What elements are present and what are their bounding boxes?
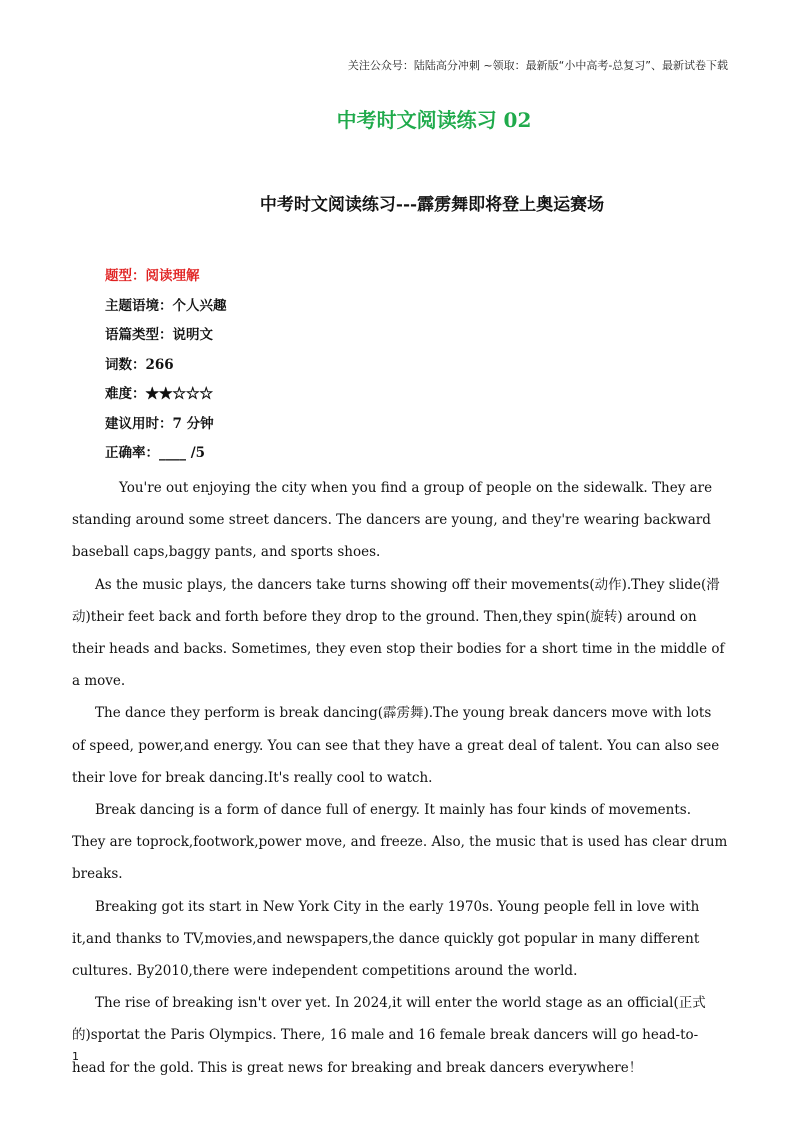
header-note: 关注公众号：陆陆高分冲刺 ~领取：最新版“小中高考-总复习”、最新试卷下载 [347, 59, 728, 72]
passage-paragraph-3: The dance they perform is break dancing(霹雳舞).The young break dancers move with lots of speed, power,and energy. You can see that they have a great deal of talent. You can also see their love for break dancing.It's really cool to watch. [72, 705, 720, 786]
exercise-meta-list [105, 266, 227, 473]
meta-accuracy: 正确率：____ /5 [105, 445, 206, 461]
passage-paragraph-6: The rise of breaking isn't over yet. In 2024,it will enter the world stage as an official(正式的)sportat the Paris Olympics. There, 16 male and 16 female break dancers will go head-to-head for the gold. This is great news for breaking and break dancers everywhere！ [72, 995, 706, 1076]
page-number: 1 [72, 1050, 79, 1063]
passage-paragraph-5: Breaking got its start in New York City in the early 1970s. Young people fell in love with it,and thanks to TV,movies,and newspapers,the dance quickly got popular in many different cultures. By2010,there were independent competitions around the world. [72, 898, 700, 980]
meta-text-genre: 语篇类型：说明文 [105, 327, 213, 343]
meta-word-count: 词数：266 [105, 356, 174, 373]
passage-paragraph-4: Break dancing is a form of dance full of energy. It mainly has four kinds of movements. They are toprock,footwork,power move, and freeze. Also, the music that is used has clear drum breaks. [72, 802, 728, 883]
passage-paragraph-1: You're out enjoying the city when you find a group of people on the sidewalk. They are standing around some street dancers. The dancers are young, and they're wearing backward baseball caps,baggy pants, and sports shoes. [72, 480, 713, 561]
meta-suggested-time: 建议用时：7 分钟 [105, 415, 214, 432]
reading-passage [72, 472, 728, 1084]
document-subtitle: 中考时文阅读练习---霹雳舞即将登上奥运赛场 [259, 195, 605, 215]
passage-paragraph-2: As the music plays, the dancers take turns showing off their movements(动作).They slide(滑动)their feet back and forth before they drop to the ground. Then,they spin(旋转) around on their heads and backs. Sometimes, they even stop their bodies for a short time in the middle of a move. [72, 576, 725, 690]
meta-theme-context: 主题语境：个人兴趣 [105, 297, 227, 314]
meta-question-type: 题型：阅读理解 [105, 268, 200, 284]
document-title: 中考时文阅读练习 02 [336, 108, 532, 132]
meta-difficulty: 难度：★★☆☆☆ [105, 386, 213, 402]
